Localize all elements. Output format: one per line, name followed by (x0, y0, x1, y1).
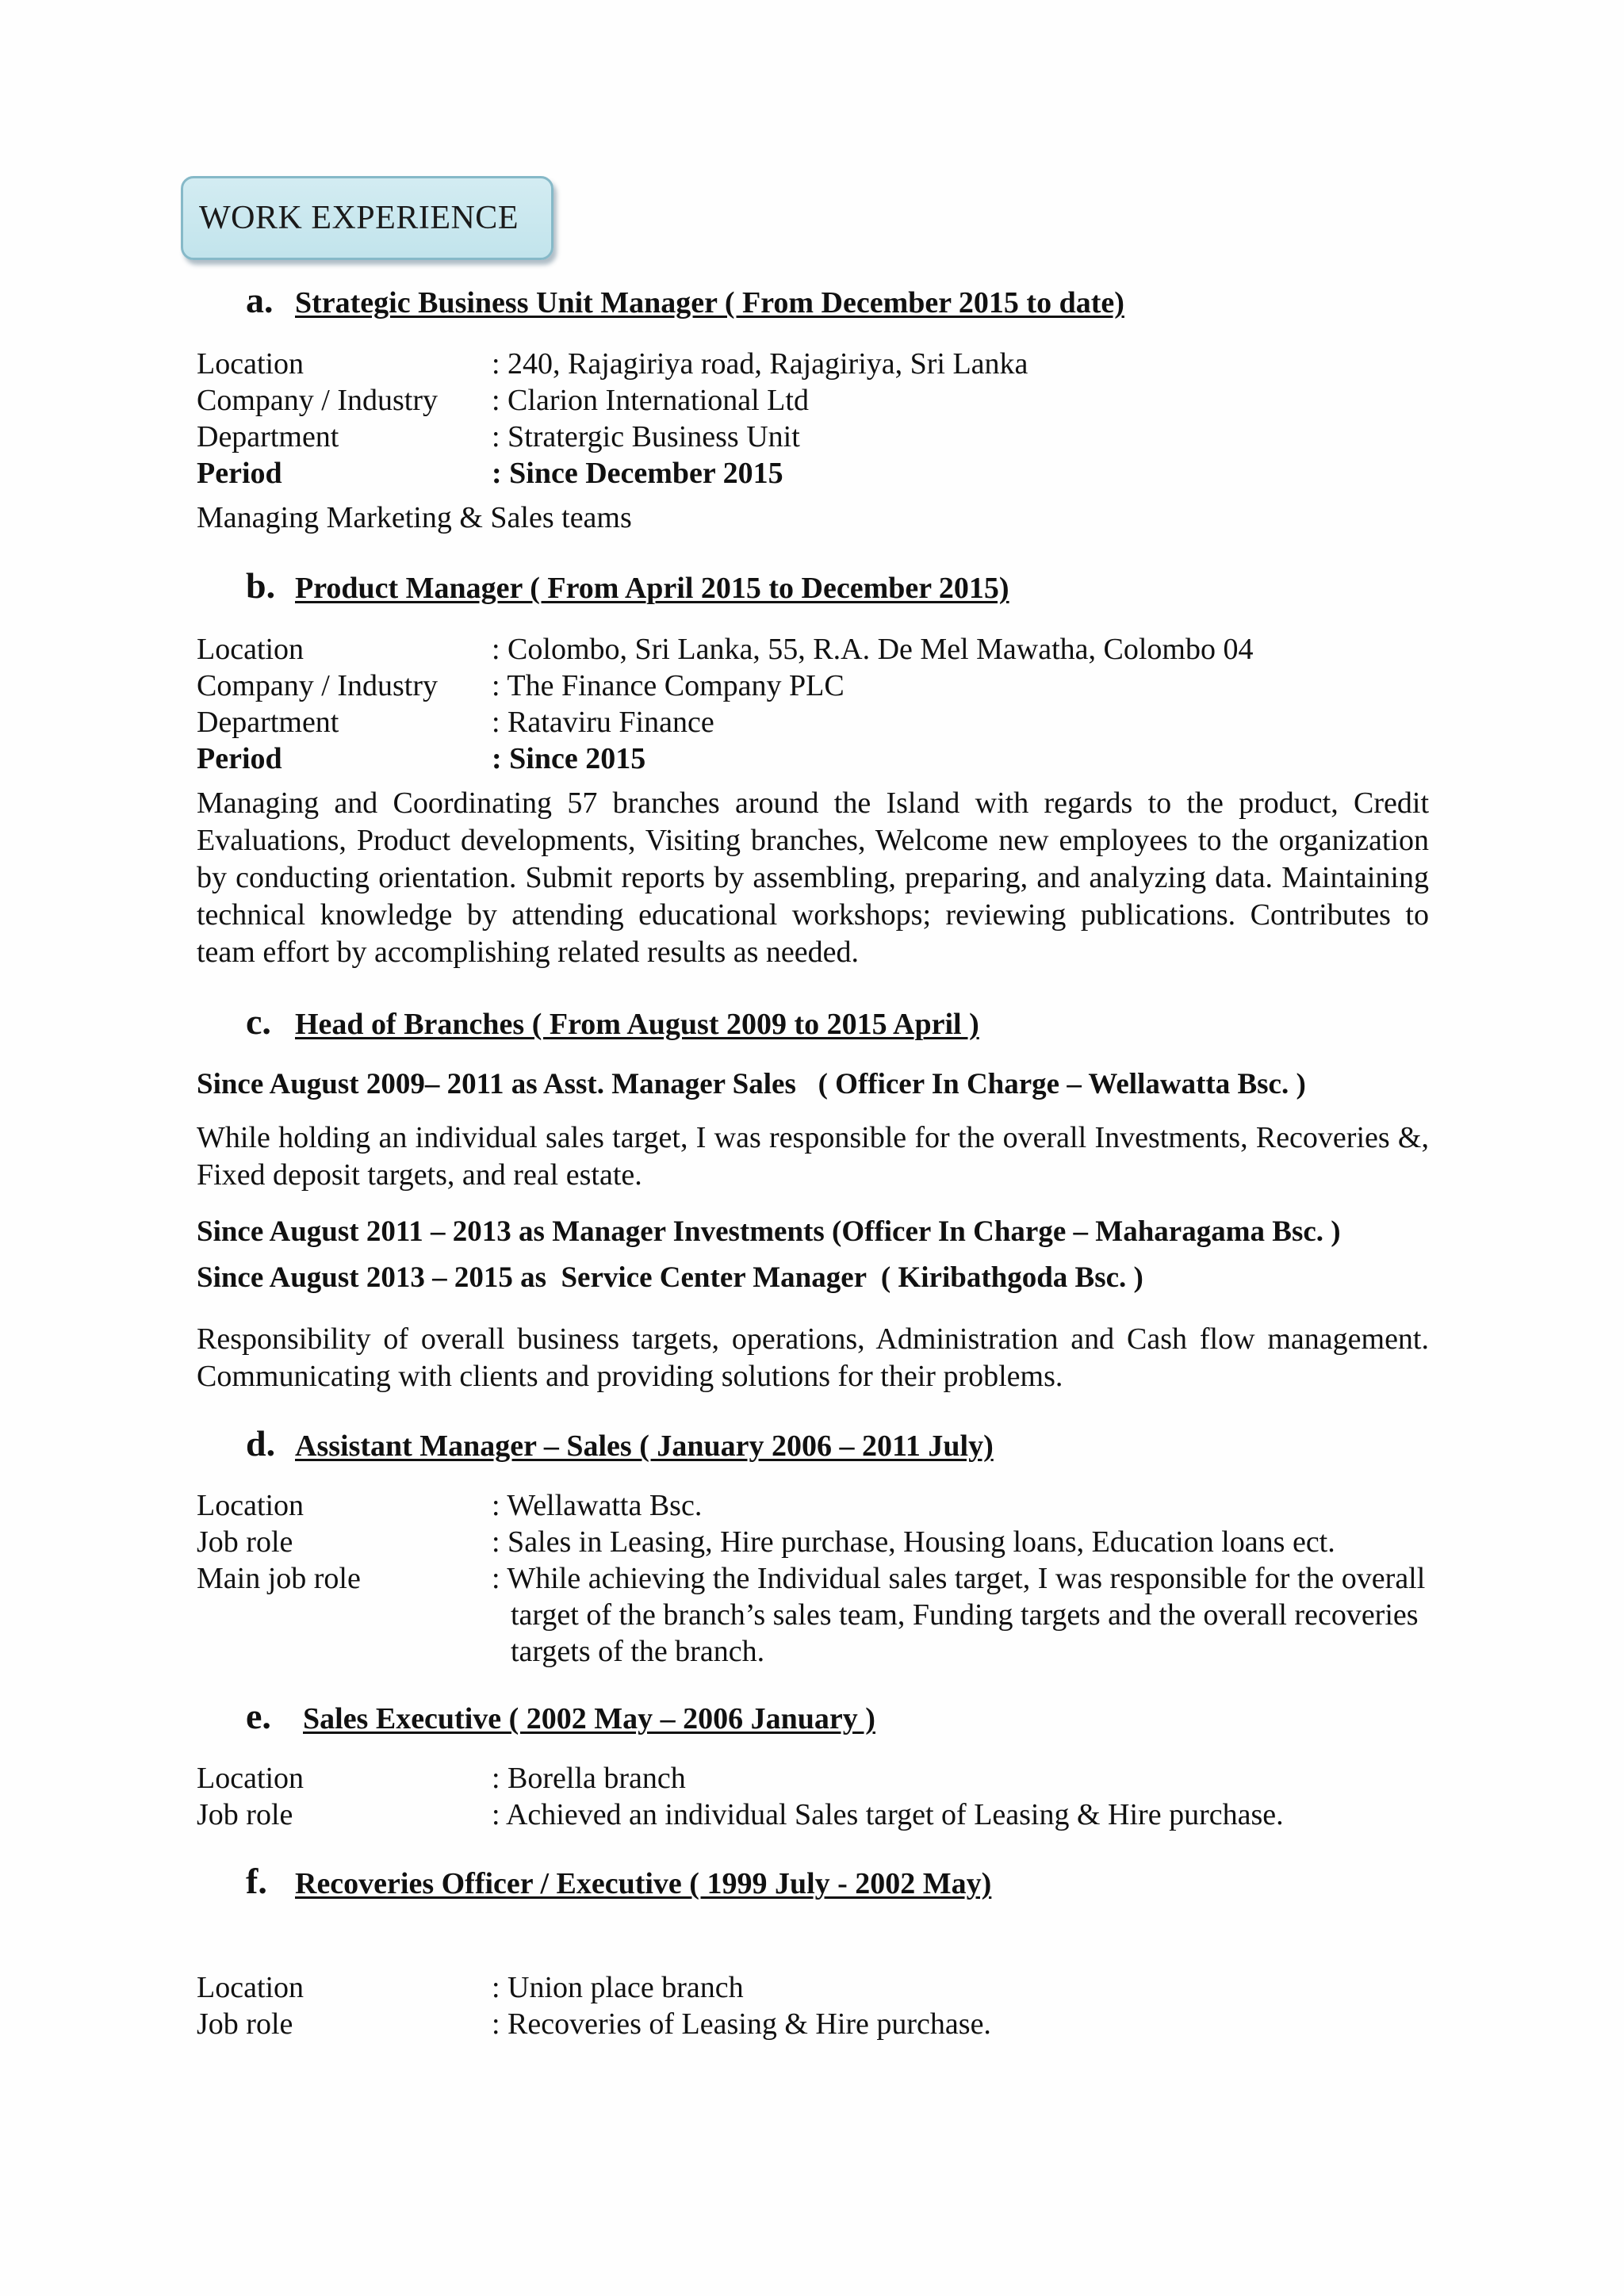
job-description-b: Managing and Coordinating 57 branches around the Island with regards to the product, Credit Evaluations, Product developments, Visiting branches, Welcome new employees to the organization by conducting orientation. Submit reports by assembling, preparing, and analyzing data. Maintaining technical knowledge by attending educational workshops; reviewing publications. Contributes to team effort by accomplishing related results as needed. (197, 786, 1429, 969)
job-heading-c (246, 1001, 979, 1043)
detail-label: Location (197, 1489, 304, 1522)
detail-label: Company / Industry (197, 384, 438, 417)
job-details-a (197, 346, 1434, 492)
job-letter: d. (246, 1423, 276, 1464)
job-title: Assistant Manager – Sales ( January 2006 – 2011 July) (295, 1429, 994, 1463)
detail-value: : 240, Rajagiriya road, Rajagiriya, Sri Lanka (492, 347, 1028, 381)
detail-row-company (197, 382, 1434, 419)
detail-value: : Colombo, Sri Lanka, 55, R.A. De Mel Mawatha, Colombo 04 (492, 633, 1254, 666)
detail-label: Location (197, 1971, 304, 2004)
detail-value: : Sales in Leasing, Hire purchase, Housing loans, Education loans ect. (492, 1525, 1335, 1559)
detail-label: Job role (197, 1525, 293, 1559)
role-subheading: Since August 2013 – 2015 as Service Center Manager ( Kiribathgoda Bsc. ) (197, 1261, 1143, 1294)
job-letter: e. (246, 1696, 271, 1736)
detail-row-period (197, 455, 1434, 492)
job-title: Head of Branches ( From August 2009 to 2015 April ) (295, 1008, 979, 1041)
detail-value: : Rataviru Finance (492, 706, 714, 739)
detail-row-job-role (197, 2006, 1434, 2042)
job-heading-e (246, 1695, 875, 1737)
job-details-f (197, 1969, 1434, 2042)
detail-value: : Stratergic Business Unit (492, 420, 800, 453)
detail-value: : The Finance Company PLC (492, 669, 845, 702)
role-subheading: Since August 2011 – 2013 as Manager Investments (Officer In Charge – Maharagama Bsc. ) (197, 1215, 1341, 1248)
detail-row-location (197, 1969, 1434, 2006)
job-letter: b. (246, 565, 276, 606)
detail-value: : Achieved an individual Sales target of Leasing & Hire purchase. (492, 1798, 1284, 1831)
detail-label: Location (197, 633, 304, 666)
job-details-e (197, 1760, 1434, 1833)
detail-label: Job role (197, 2007, 293, 2041)
detail-value: : While achieving the Individual sales target, I was responsible for the overall target of the branch’s sales team, Funding targets and the overall recoveries targets of the branch. (492, 1562, 1426, 1668)
job-heading-d (246, 1422, 994, 1464)
detail-value: : Since 2015 (492, 742, 646, 775)
job-title: Sales Executive ( 2002 May – 2006 January ) (303, 1702, 875, 1735)
detail-value: : Clarion International Ltd (492, 384, 809, 417)
detail-value: : Union place branch (492, 1971, 744, 2004)
detail-label: Period (197, 457, 282, 490)
job-description-a: Managing Marketing & Sales teams (197, 501, 632, 534)
detail-label: Location (197, 1762, 304, 1795)
role-subheading: Since August 2009– 2011 as Asst. Manager Sales ( Officer In Charge – Wellawatta Bsc. ) (197, 1068, 1306, 1100)
detail-row-location (197, 1487, 1434, 1524)
detail-value: : Wellawatta Bsc. (492, 1489, 703, 1522)
detail-row-main-job-role (197, 1560, 1434, 1670)
job-heading-a (246, 279, 1124, 321)
detail-value: : Recoveries of Leasing & Hire purchase. (492, 2007, 991, 2041)
detail-label: Department (197, 420, 339, 453)
role-description: While holding an individual sales target, I was responsible for the overall Investments, Recoveries &, Fixed deposit targets, and real estate. (197, 1121, 1429, 1192)
detail-row-location (197, 346, 1434, 382)
section-title-work-experience (181, 176, 553, 260)
job-letter: f. (246, 1861, 267, 1901)
detail-label: Company / Industry (197, 669, 438, 702)
detail-label: Period (197, 742, 282, 775)
job-title: Product Manager ( From April 2015 to December 2015) (295, 572, 1009, 605)
detail-row-location (197, 1760, 1434, 1797)
section-title-text: WORK EXPERIENCE (199, 200, 519, 236)
detail-label: Department (197, 706, 339, 739)
detail-row-job-role (197, 1797, 1434, 1833)
role-description: Responsibility of overall business targets, operations, Administration and Cash flow management. Communicating with clients and providing solutions for their problems. (197, 1322, 1429, 1393)
detail-row-department (197, 419, 1434, 455)
job-title: Strategic Business Unit Manager ( From December 2015 to date) (295, 286, 1124, 320)
job-heading-b (246, 564, 1009, 607)
detail-row-job-role (197, 1524, 1434, 1560)
detail-row-department (197, 704, 1434, 740)
job-details-b (197, 631, 1434, 777)
job-details-d (197, 1487, 1434, 1670)
detail-row-location (197, 631, 1434, 668)
detail-label: Location (197, 347, 304, 381)
detail-row-period (197, 740, 1434, 777)
job-letter: a. (246, 280, 274, 320)
detail-value: : Since December 2015 (492, 457, 783, 490)
job-letter: c. (246, 1001, 271, 1042)
job-heading-f (246, 1860, 991, 1902)
detail-value: : Borella branch (492, 1762, 686, 1795)
job-title: Recoveries Officer / Executive ( 1999 July - 2002 May) (295, 1867, 992, 1900)
detail-label: Job role (197, 1798, 293, 1831)
detail-row-company (197, 668, 1434, 704)
detail-label: Main job role (197, 1562, 361, 1595)
